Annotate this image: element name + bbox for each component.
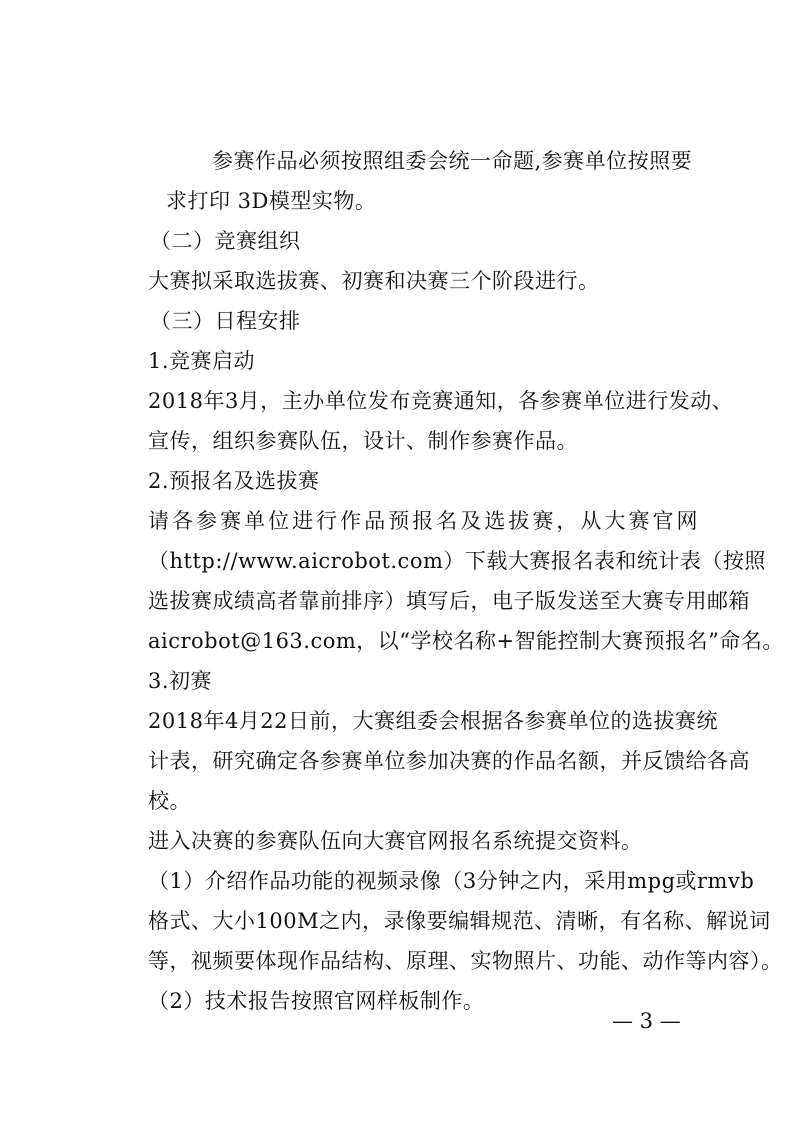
text-line: （1）介绍作品功能的视频录像（3分钟之内，采用mpg或rmvb: [148, 869, 755, 893]
subsection-heading: 3.初赛: [148, 669, 213, 693]
text-line: 宣传，组织参赛队伍，设计、制作参赛作品。: [148, 429, 578, 453]
text-line: 参赛作品必须按照组委会统一命题,参赛单位按照要: [212, 149, 693, 173]
text-line: 等，视频要体现作品结构、原理、实物照片、功能、动作等内容）。: [148, 949, 783, 973]
text-line: 求打印 3D模型实物。: [166, 189, 377, 213]
text-line: 计表，研究确定各参赛单位参加决赛的作品名额，并反馈给各高: [148, 749, 750, 773]
section-heading: （二）竞赛组织: [150, 229, 301, 253]
text-line: 2018年3月，主办单位发布竞赛通知，各参赛单位进行发动、: [148, 389, 734, 413]
text-line: 选拔赛成绩高者靠前排序）填写后，电子版发送至大赛专用邮箱: [148, 589, 750, 613]
text-line: 进入决赛的参赛队伍向大赛官网报名系统提交资料。: [148, 829, 643, 853]
text-line: （2）技术报告按照官网样板制作。: [148, 989, 485, 1013]
text-line: 大赛拟采取选拔赛、初赛和决赛三个阶段进行。: [148, 269, 600, 293]
text-line: （http://www.aicrobot.com）下载大赛报名表和统计表（按照: [148, 549, 766, 573]
text-line: 校。: [148, 789, 191, 813]
page-number: — 3 —: [612, 1009, 681, 1033]
text-line: 请各参赛单位进行作品预报名及选拔赛，从大赛官网: [148, 509, 698, 533]
text-line: aicrobot@163.com，以“学校名称+智能控制大赛预报名”命名。: [148, 629, 784, 653]
subsection-heading: 1.竞赛启动: [148, 349, 256, 373]
section-heading: （三）日程安排: [150, 309, 301, 333]
subsection-heading: 2.预报名及选拔赛: [148, 469, 320, 493]
text-line: 2018年4月22日前，大赛组委会根据各参赛单位的选拔赛统: [148, 709, 719, 733]
text-line: 格式、大小100M之内，录像要编辑规范、清晰，有名称、解说词: [148, 909, 771, 933]
